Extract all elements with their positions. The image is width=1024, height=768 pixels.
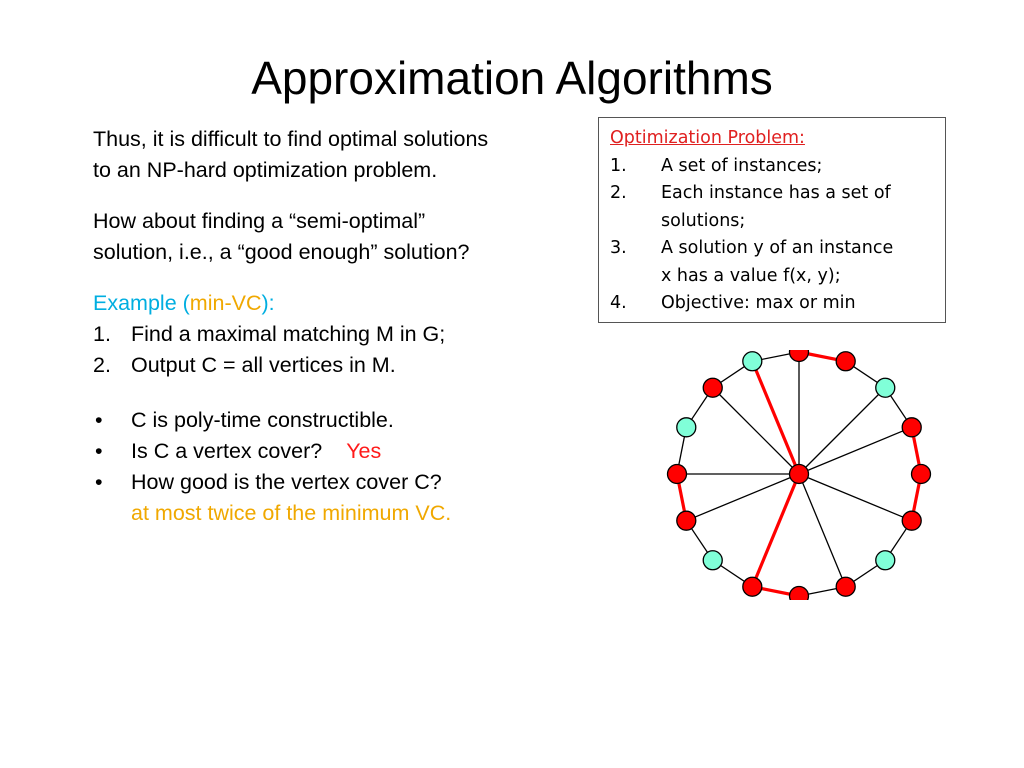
graph-vertex [703,551,722,570]
spoke-edge [713,388,799,474]
spoke-edge [799,388,885,474]
bullet-answer: Yes [346,439,382,463]
slide-title: Approximation Algorithms [251,52,773,104]
graph-vertex [743,577,762,596]
bullet-list [93,405,583,529]
example-label-end: ): [261,291,275,315]
intro-line-2: to an NP-hard optimization problem. [93,158,438,182]
box-item-text [661,290,856,318]
box-item-text [661,235,893,290]
graph-vertex [912,465,931,484]
bullet-text: How good is the vertex cover C? [131,470,442,494]
box-item-number: 2. [610,183,627,203]
graph-vertex [668,465,687,484]
step-text: Find a maximal matching M in G; [131,322,446,346]
box-item-number: 4. [610,293,627,313]
optimization-problem-box [598,117,946,323]
graph-vertex [876,551,895,570]
box-item [610,290,935,318]
example-step [93,319,583,350]
box-item-line: Objective: max or min [661,293,856,313]
bullet-item [93,436,583,467]
example-label: Example ( [93,291,190,315]
graph-vertex [902,418,921,437]
question-paragraph [93,206,583,268]
graph-vertex [836,577,855,596]
graph-vertex [703,378,722,397]
bullet-text: C is poly-time constructible. [131,408,394,432]
box-item-line: A solution y of an instance [661,238,894,258]
box-item-line: x has a value f(x, y); [661,265,841,286]
box-item-line: Each instance has a set of [661,183,891,203]
matching-graph [650,350,950,600]
graph-vertex [902,511,921,530]
graph-vertex [790,587,809,601]
bullet-dot: • [95,408,103,432]
bullet-dot: • [95,470,103,494]
question-line-1: How about finding a “semi-optimal” [93,209,426,233]
spoke-edge [799,427,912,474]
bullet-text: Is C a vertex cover? [131,439,323,463]
bullet-dot: • [95,439,103,463]
graph-vertex [876,378,895,397]
graph-vertex [677,418,696,437]
step-text: Output C = all vertices in M. [131,353,396,377]
box-heading: Optimization Problem: [610,128,805,148]
bullet-text-with-answer [131,467,451,529]
box-item-number: 3. [610,238,627,258]
graph-vertex [790,350,809,362]
box-item [610,235,935,290]
example-step [93,350,583,381]
left-column [93,124,583,529]
box-item [610,153,935,181]
example-heading [93,288,583,319]
intro-line-1: Thus, it is difficult to find optimal solutions [93,127,489,151]
example-keyword: min-VC [189,291,262,315]
box-item-text [661,180,891,235]
box-item-number: 1. [610,155,627,176]
graph-center-vertex [790,465,809,484]
box-item-text [661,153,822,181]
graph-vertex [677,511,696,530]
graph-vertex [836,352,855,371]
bullet-item [93,467,583,529]
example-block [93,288,583,381]
box-item [610,180,935,235]
graph-vertex [743,352,762,371]
intro-paragraph [93,124,583,186]
step-number: 1. [93,322,111,346]
step-number: 2. [93,353,111,377]
bullet-answer: at most twice of the minimum VC. [131,501,452,525]
bullet-text-with-answer [131,436,381,467]
box-item-line: solutions; [661,210,746,231]
question-line-2: solution, i.e., a “good enough” solution? [93,240,470,264]
matching-edge [752,361,799,474]
box-item-line: A set of instances; [661,155,823,176]
bullet-item [93,405,583,436]
